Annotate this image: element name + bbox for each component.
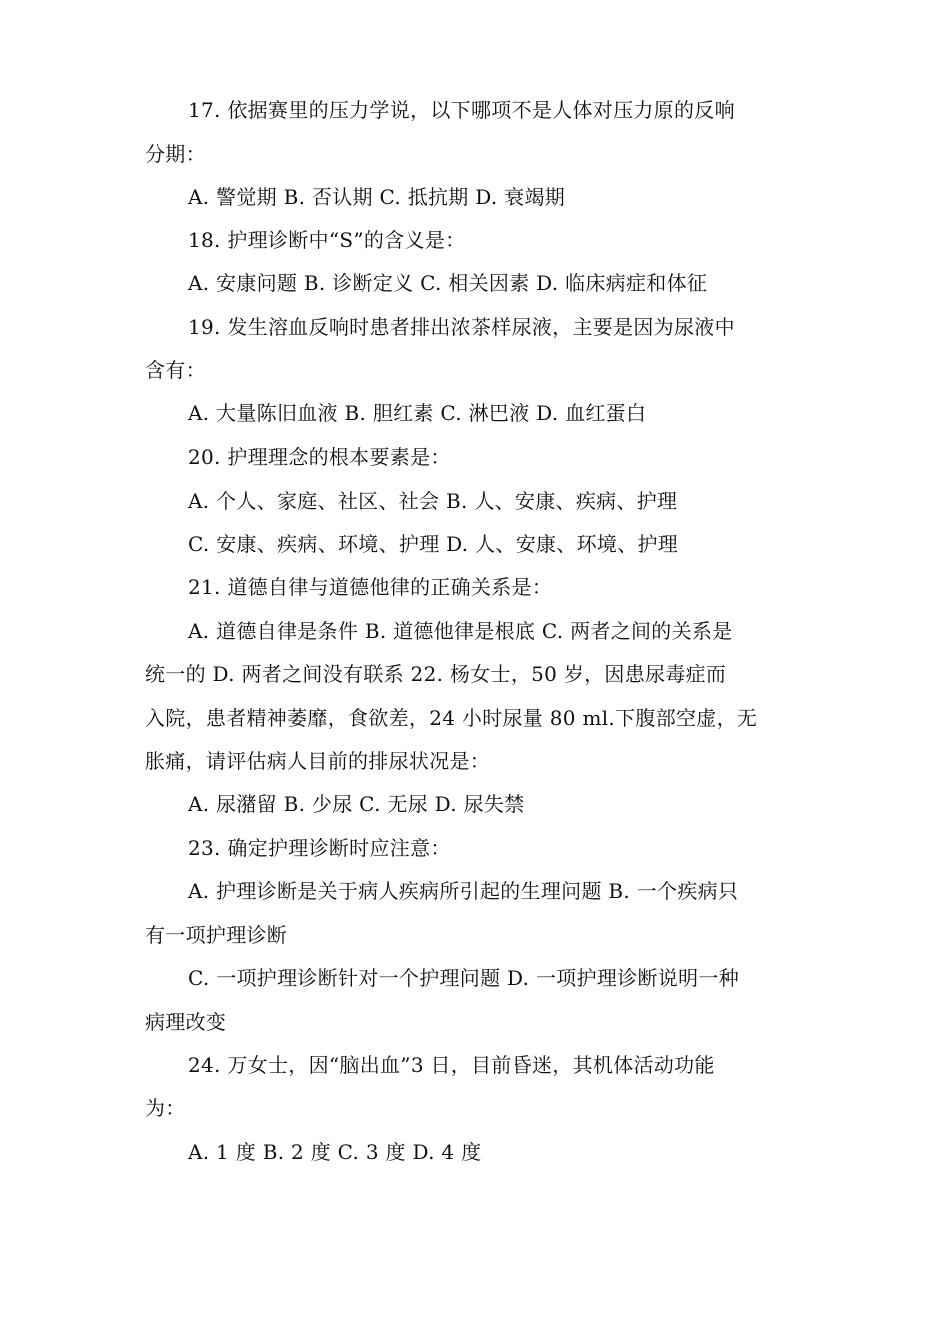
q19-options: A. 大量陈旧血液 B. 胆红素 C. 淋巴液 D. 血红蛋白 [188,401,647,425]
q20-stem: 20. 护理理念的根本要素是： [188,445,451,469]
q19-stem-cont: 含有： [145,358,206,382]
q22-stem-cont-2: 胀痛，请评估病人目前的排尿状况是： [145,749,491,773]
q20-options-cd: C. 安康、疾病、环境、护理 D. 人、安康、环境、护理 [188,532,679,556]
q23-options-cd: C. 一项护理诊断针对一个护理问题 D. 一项护理诊断说明一种 [188,966,739,990]
q24-stem-cont: 为： [145,1096,186,1120]
q21-stem: 21. 道德自律与道德他律的正确关系是： [188,575,553,599]
q24-options: A. 1 度 B. 2 度 C. 3 度 D. 4 度 [188,1140,482,1164]
q22-options: A. 尿潴留 B. 少尿 C. 无尿 D. 尿失禁 [188,792,525,816]
q23-stem: 23. 确定护理诊断时应注意： [188,836,451,860]
q18-options: A. 安康问题 B. 诊断定义 C. 相关因素 D. 临床病症和体征 [188,271,708,295]
q20-options-ab: A. 个人、家庭、社区、社会 B. 人、安康、疾病、护理 [188,489,678,513]
q23-options-ab: A. 护理诊断是关于病人疾病所引起的生理问题 B. 一个疾病只 [188,879,739,903]
q23-options-cd-cont: 病理改变 [145,1010,227,1034]
q17-stem: 17. 依据赛里的压力学说，以下哪项不是人体对压力原的反响 [188,98,735,122]
q24-stem: 24. 万女士，因“脑出血”3 日，目前昏迷，其机体活动功能 [188,1053,715,1077]
q18-stem: 18. 护理诊断中“S”的含义是： [188,228,466,252]
q22-stem-cont: 入院，患者精神萎靡，食欲差，24 小时尿量 80 ml.下腹部空虚，无 [145,706,758,730]
q23-options-ab-cont: 有一项护理诊断 [145,923,288,947]
q19-stem: 19. 发生溶血反响时患者排出浓茶样尿液，主要是因为尿液中 [188,315,735,339]
q17-stem-cont: 分期： [145,142,206,166]
q17-options: A. 警觉期 B. 否认期 C. 抵抗期 D. 衰竭期 [188,185,566,209]
q21-options: A. 道德自律是条件 B. 道德他律是根底 C. 两者之间的关系是 [188,619,733,643]
q21-options-cont: 统一的 D. 两者之间没有联系 22. 杨女士，50 岁，因患尿毒症而 [145,662,727,686]
